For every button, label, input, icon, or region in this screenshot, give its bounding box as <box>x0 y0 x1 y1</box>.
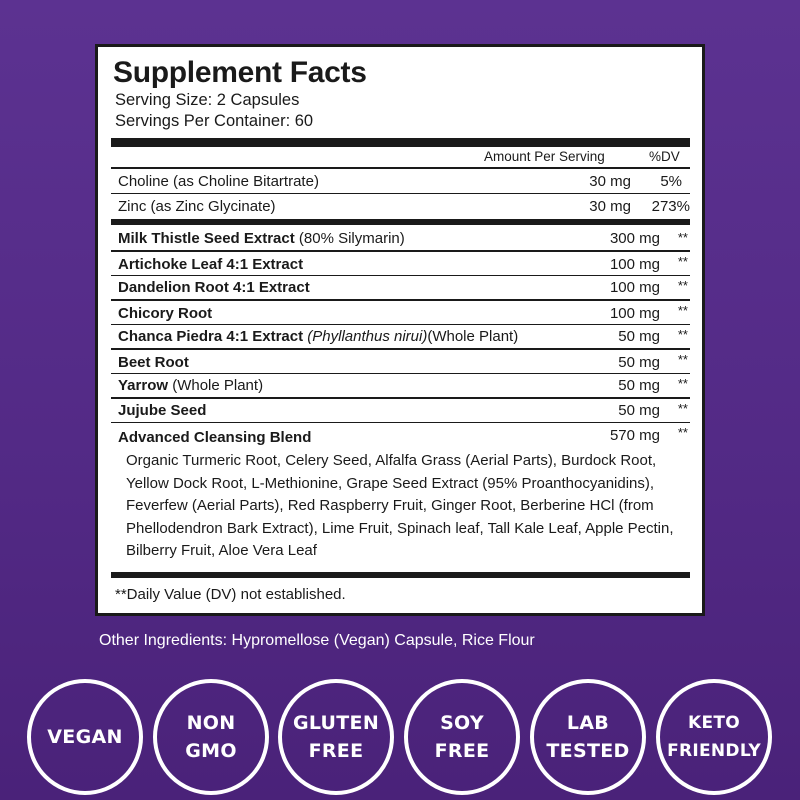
nutrient-name: Choline <box>118 172 169 190</box>
nutrient-amount: 30 mg <box>589 172 631 190</box>
nutrient-row-zinc <box>111 194 690 219</box>
ingredient-amount: 100 mg <box>609 255 660 273</box>
blend-dv: ** <box>677 425 688 440</box>
facts-title: Supplement Facts <box>113 56 367 89</box>
badge-text: KETO <box>687 713 741 733</box>
ingredient-amount: 50 mg <box>618 401 660 419</box>
supplement-facts-panel <box>95 44 705 616</box>
blend-row <box>111 423 690 448</box>
serving-size: Serving Size: 2 Capsules <box>115 91 300 109</box>
ingredient-detail: (80% Silymarin) <box>294 230 405 247</box>
ingredient-amount: 50 mg <box>618 328 660 345</box>
nutrient-detail: (as Choline Bitartrate) <box>168 172 319 190</box>
ingredient-dv: ** <box>677 302 688 318</box>
ingredient-row <box>111 399 690 422</box>
ingredient-detail: (Whole Plant) <box>168 377 264 394</box>
ingredient-name: Yarrow <box>118 377 169 394</box>
ingredient-name: Milk Thistle Seed Extract <box>118 230 295 247</box>
ingredient-botanical: Phyllanthus nirui <box>312 328 423 345</box>
dv-header: %DV <box>649 149 680 164</box>
footnote: **Daily Value (DV) not established. <box>115 585 346 603</box>
servings-per-container: Servings Per Container: 60 <box>115 112 314 130</box>
ingredient-name: Artichoke Leaf 4:1 Extract <box>118 255 304 273</box>
nutrient-name: Zinc <box>118 198 147 215</box>
blend-name: Advanced Cleansing Blend <box>118 429 312 446</box>
soy-free-badge <box>404 679 520 795</box>
ingredient-row <box>111 350 690 373</box>
ingredient-dv: ** <box>677 327 688 342</box>
ingredient-dv: ** <box>677 376 688 391</box>
badge-text: NON <box>186 712 236 734</box>
badge-text: FREE <box>434 740 490 762</box>
badge-text: TESTED <box>546 740 630 762</box>
ingredient-dv: ** <box>677 253 688 269</box>
ingredient-row <box>111 301 690 324</box>
nutrient-amount: 30 mg <box>589 198 631 215</box>
divider <box>111 572 690 578</box>
gluten-free-badge <box>278 679 394 795</box>
other-ingredients: Other Ingredients: Hypromellose (Vegan) Capsule, Rice Flour <box>99 632 535 649</box>
badge-text: GMO <box>185 740 237 762</box>
ingredient-amount: 50 mg <box>618 377 660 394</box>
ingredient-amount: 50 mg <box>618 353 660 371</box>
ingredient-row: Chanca Piedra 4:1 Extract (Phyllanthus nirui)(Whole Plant) 50 mg ** <box>118 327 688 345</box>
ingredient-name: Beet Root <box>118 353 189 371</box>
ingredient-row <box>111 252 690 275</box>
ingredient-name: Dandelion Root 4:1 Extract <box>118 279 310 296</box>
ingredient-name: Jujube Seed <box>118 401 207 419</box>
nutrient-detail: (as Zinc Glycinate) <box>146 198 276 215</box>
ingredient-row <box>111 374 690 397</box>
non-gmo-badge <box>153 679 269 795</box>
ingredient-amount: 100 mg <box>609 304 660 322</box>
ingredient-row <box>111 225 690 250</box>
divider <box>111 138 690 147</box>
badge-text: FRIENDLY <box>667 741 761 761</box>
vegan-badge <box>27 679 143 795</box>
ingredient-name: Chanca Piedra 4:1 Extract <box>118 328 304 345</box>
badge-text: FREE <box>308 740 364 762</box>
badge-text: GLUTEN <box>292 712 380 734</box>
ingredient-row <box>111 276 690 299</box>
blend-ingredients: Organic Turmeric Root, Celery Seed, Alfalfa Grass (Aerial Parts), Burdock Root, Yellow Dock Root, L-Methionine, Grape Seed Extract (95% Proanthocyanidins), Feverfew (Aerial Parts), Red Raspberry Fruit, Ginger Root, Berberine HCl (from Phellodendron Bark Extract), Lime Fruit, Spinach leaf, Tall Kale Leaf, Apple Pectin, Bilberry Fruit, Aloe Vera Leaf <box>126 452 674 560</box>
column-headers <box>111 147 690 167</box>
amount-per-serving-header: Amount Per Serving <box>484 149 605 164</box>
badge-text: VEGAN <box>47 726 123 748</box>
badge-text: SOY <box>440 712 484 734</box>
keto-friendly-badge <box>656 679 772 795</box>
badge-text: LAB <box>566 712 610 734</box>
ingredient-dv: ** <box>677 230 688 245</box>
ingredient-dv: ** <box>677 400 688 416</box>
blend-amount: 570 mg <box>609 427 660 444</box>
nutrient-row-choline <box>111 169 690 193</box>
ingredient-amount: 100 mg <box>609 279 660 296</box>
ingredient-amount: 300 mg <box>609 230 660 247</box>
ingredient-detail: (Whole Plant) <box>427 328 519 345</box>
nutrient-dv: 273% <box>651 198 690 215</box>
ingredient-dv: ** <box>677 278 688 293</box>
ingredient-dv: ** <box>677 351 688 367</box>
lab-tested-badge <box>530 679 646 795</box>
ingredient-name: Chicory Root <box>118 304 213 322</box>
nutrient-dv: 5% <box>660 172 682 190</box>
